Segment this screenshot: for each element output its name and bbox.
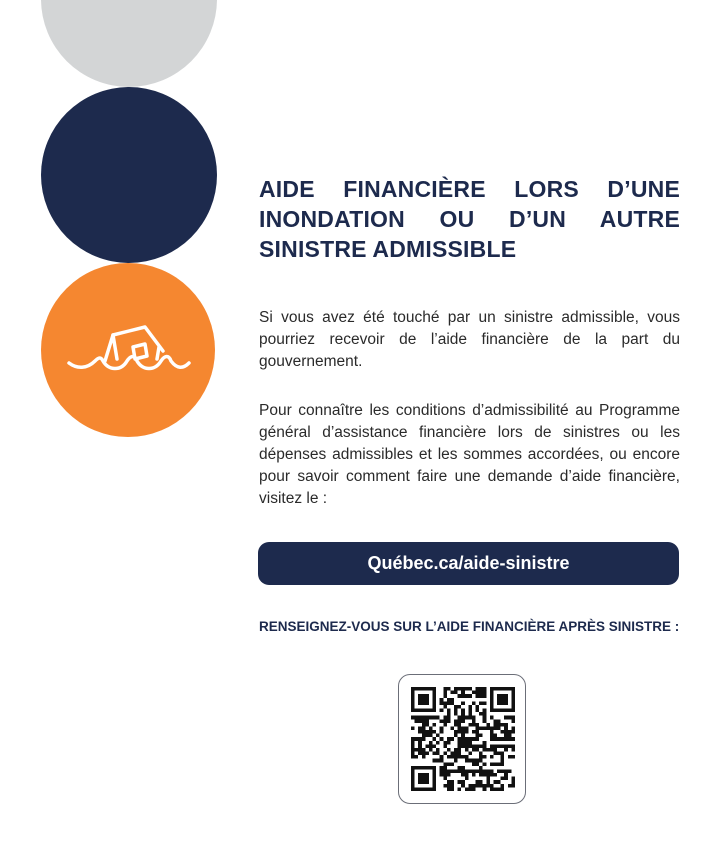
flood-circle (41, 263, 215, 437)
flooded-house-icon (41, 263, 215, 437)
page-title: AIDE FINANCIÈRE LORS D’UNE INONDATION OU D’UN AUTRE SINISTRE ADMISSIBLE (259, 176, 680, 262)
decorative-circle-navy (41, 87, 217, 263)
qr-heading: RENSEIGNEZ-VOUS SUR L’AIDE FINANCIÈRE APRÈS SINISTRE : (259, 619, 680, 634)
decorative-circle-grey (41, 0, 217, 87)
qr-code (411, 687, 515, 791)
details-paragraph: Pour connaître les conditions d’admissibilité au Programme général d’assistance financière lors de sinistres ou les dépenses admissibles et les sommes accordées, ou encore pour savoir comment faire une demande d’aide financière, visitez le : (259, 402, 680, 507)
qr-code-frame[interactable] (398, 674, 526, 804)
website-link-button[interactable]: Québec.ca/aide-sinistre (258, 542, 679, 585)
intro-paragraph: Si vous avez été touché par un sinistre admissible, vous pourriez recevoir de l’aide financière de la part du gouvernement. (259, 309, 680, 370)
